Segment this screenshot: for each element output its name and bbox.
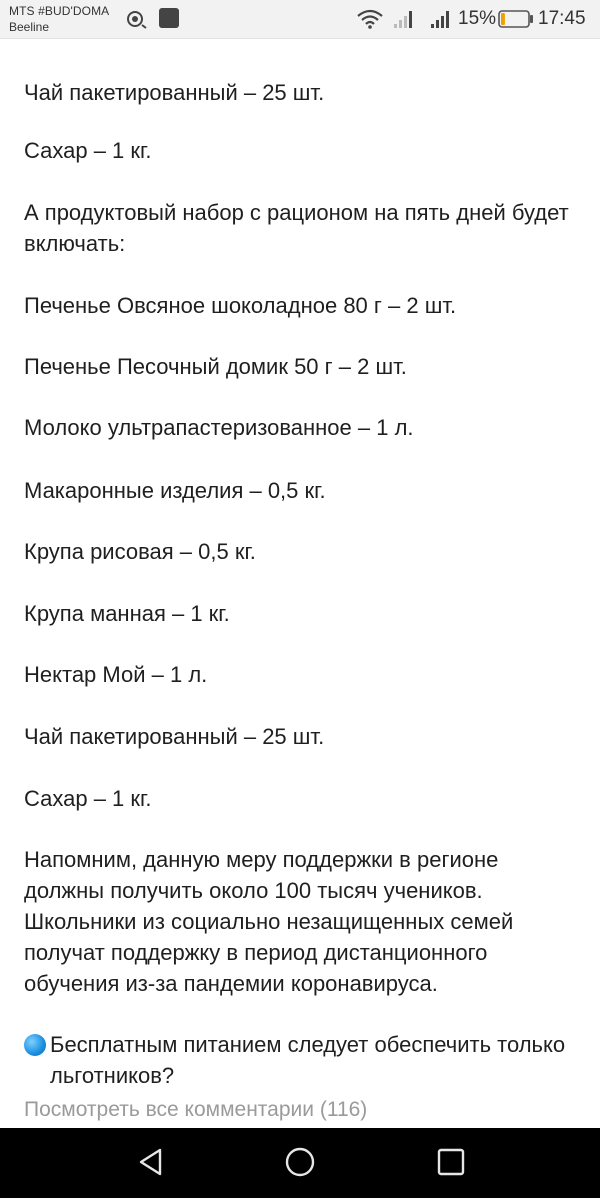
carrier-name-secondary: Beeline [9,20,50,34]
article-paragraph: Молоко ультрапастеризованное – 1 л. [24,415,414,440]
battery-icon [498,10,534,28]
article-paragraph: Чай пакетированный – 25 шт. [24,80,325,105]
poll-question[interactable] [24,1029,580,1091]
article-paragraph: Крупа рисовая – 0,5 кг. [24,539,256,564]
wifi-icon [357,9,383,29]
app-icon [159,8,179,28]
article-paragraph: Макаронные изделия – 0,5 кг. [24,478,326,503]
poll-question-text: Бесплатным питанием следует обеспечить только льготников? [50,1032,566,1088]
eye-icon [124,9,148,29]
article-paragraph: Сахар – 1 кг. [24,786,152,811]
article-content[interactable] [0,38,600,1128]
signal-icon [430,10,452,28]
home-icon[interactable] [284,1147,316,1179]
battery-percent: 15% [458,8,497,29]
clock: 17:45 [538,8,586,29]
article-paragraph: Нектар Мой – 1 л. [24,662,208,687]
article-paragraph: Сахар – 1 кг. [24,138,152,163]
article-paragraph: Напомним, данную меру поддержки в регионе должны получить около 100 тысяч учеников. Школьники из социально незащищенных семей получат поддержку в период дистанционного обучения из-за пандемии коронавируса. [24,847,514,996]
status-bar [0,0,600,39]
article-paragraph: Чай пакетированный – 25 шт. [24,724,325,749]
article-paragraph: А продуктовый набор с рационом на пять дней будет включать: [24,200,569,256]
signal-icon [393,10,415,28]
article-paragraph: Крупа манная – 1 кг. [24,601,230,626]
view-comments-link[interactable]: Посмотреть все комментарии (116) [24,1098,368,1121]
article-paragraph: Печенье Песочный домик 50 г – 2 шт. [24,354,407,379]
navigation-bar [0,1128,600,1198]
recents-icon[interactable] [436,1147,466,1177]
article-paragraph: Печенье Овсяное шоколадное 80 г – 2 шт. [24,293,457,318]
blue-circle-icon [24,1034,46,1056]
carrier-name-primary: MTS #BUD'DOMA [9,4,110,18]
back-icon[interactable] [136,1147,166,1177]
